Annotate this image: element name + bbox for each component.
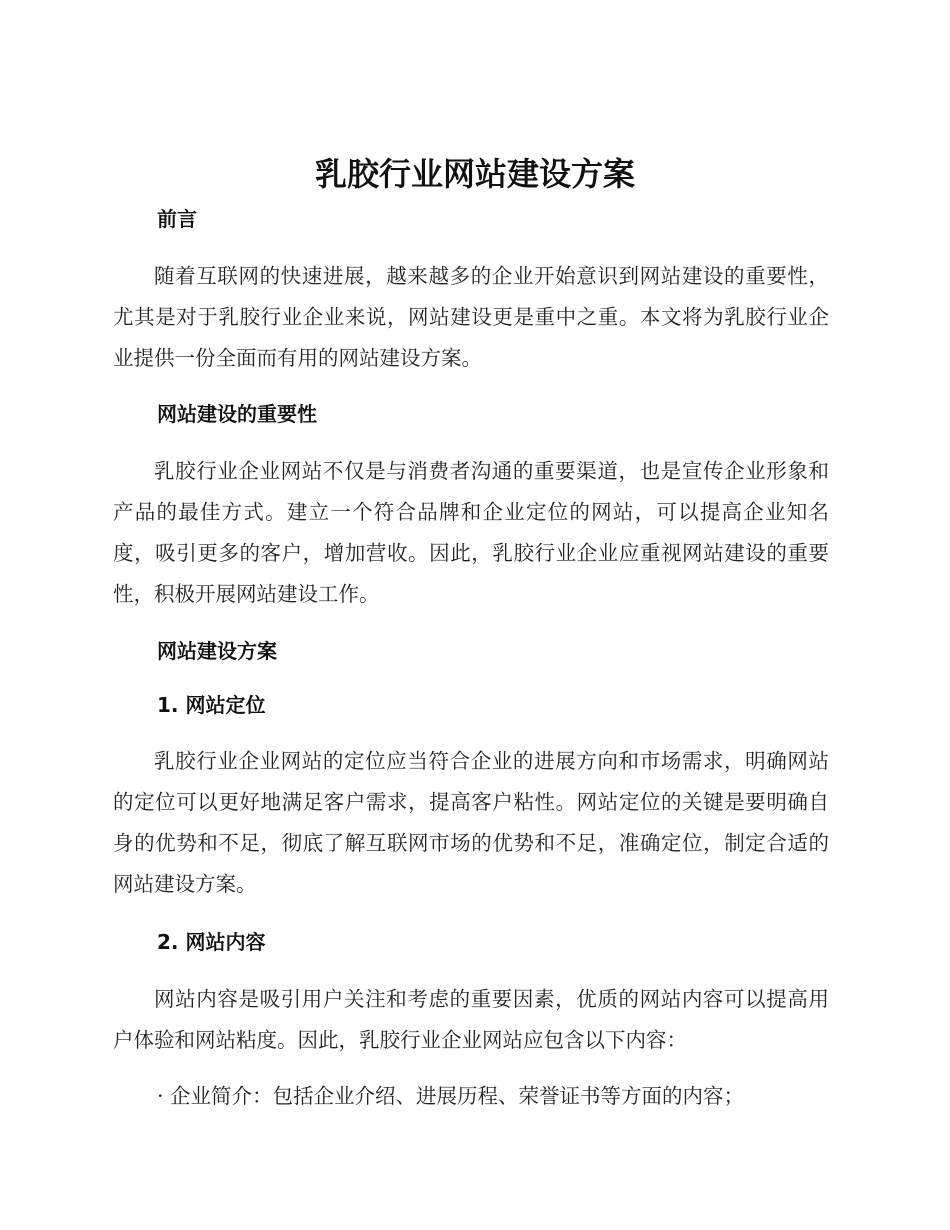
document-title: 乳胶行业网站建设方案 xyxy=(314,155,635,193)
positioning-paragraph: 乳胶行业企业网站的定位应当符合企业的进展方向和市场需求，明确网站的定位可以更好地满足客户需求，提高客户粘性。网站定位的关键是要明确自身的优势和不足，彻底了解互联网市场的优势和不足，准确定位，制定合适的网站建设方案。 xyxy=(113,749,829,896)
importance-paragraph: 乳胶行业企业网站不仅是与消费者沟通的重要渠道，也是宣传企业形象和产品的最佳方式。建立一个符合品牌和企业定位的网站，可以提高企业知名度，吸引更多的客户，增加营收。因此，乳胶行业企业应重视网站建设的重要性，积极开展网站建设工作。 xyxy=(113,459,829,606)
preface-paragraph: 随着互联网的快速进展，越来越多的企业开始意识到网站建设的重要性，尤其是对于乳胶行业企业来说，网站建设更是重中之重。本文将为乳胶行业企业提供一份全面而有用的网站建设方案。 xyxy=(113,264,829,370)
positioning-heading: 1. 网站定位 xyxy=(157,693,266,717)
plan-heading: 网站建设方案 xyxy=(157,639,277,663)
preface-heading: 前言 xyxy=(157,207,197,231)
importance-heading: 网站建设的重要性 xyxy=(157,402,317,426)
list-item: · 企业简介：包括企业介绍、进展历程、荣誉证书等方面的内容； xyxy=(157,1084,745,1108)
content-paragraph: 网站内容是吸引用户关注和考虑的重要因素，优质的网站内容可以提高用户体验和网站粘度。因此，乳胶行业企业网站应包含以下内容： xyxy=(113,987,829,1052)
content-heading: 2. 网站内容 xyxy=(157,930,266,954)
